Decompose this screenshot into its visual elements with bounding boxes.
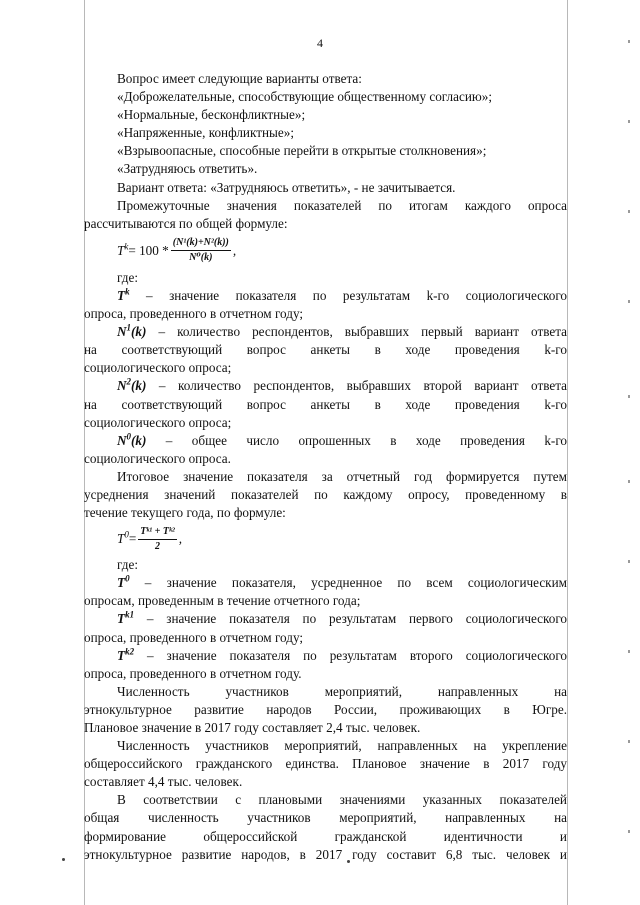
formula-tail: ,: [178, 531, 183, 547]
symbol-N1-k: $N^1(k)$: [117, 322, 147, 340]
text-line: формирование общероссийской гражданской идентичности и: [84, 828, 567, 844]
text-line: усреднения значений показателей по каждому опросу, проведенному в: [84, 486, 567, 502]
page-number: 4: [317, 36, 323, 50]
definition-line: $T^k$ – значение показателя по результатам k-го социологического: [117, 286, 567, 303]
definition-line: $N^2(k)$ – количество респондентов, выбравших второй вариант ответа: [117, 377, 567, 394]
text-line: социологического опроса.: [84, 450, 231, 466]
text-line: Промежуточные значения показателей по итогам каждого опроса: [117, 197, 567, 213]
formula-numerator: (N¹(k)+N²(k)): [171, 237, 231, 251]
text-line: на соответствующий вопрос анкеты в ходе проведения k-го: [84, 396, 567, 412]
formula-annual: [84, 522, 567, 556]
text-line: составляет 4,4 тыс. человек.: [84, 774, 243, 790]
text-line: опросам, проведенным в течение отчетного года;: [84, 593, 361, 609]
text-line: на соответствующий вопрос анкеты в ходе проведения k-го: [84, 342, 567, 358]
formula-fraction: [171, 237, 231, 264]
formula-lhs: $T^k$: [117, 241, 129, 258]
text-line: этнокультурное развитие народов России, проживающих в Югре.: [84, 701, 567, 717]
symbol-T-k: $T^k$: [117, 286, 130, 303]
text-line: общая численность участников мероприятий, направленных на: [84, 810, 567, 826]
text-line: «Затрудняюсь ответить».: [117, 161, 258, 177]
text-line: опроса, проведенного в отчетном году;: [84, 629, 304, 645]
formula-eq: =: [128, 531, 137, 547]
formula-intermediate: [84, 233, 567, 269]
text-line: рассчитываются по общей формуле:: [84, 215, 288, 231]
formula-lhs: $T^0$: [117, 529, 129, 547]
text-line: этнокультурное развитие народов, в 2017 году составит 6,8 тыс. человек и: [84, 846, 567, 862]
text-line: Численность участников мероприятий, направленных на: [117, 683, 567, 699]
text-line: где:: [117, 269, 138, 285]
text-line: «Нормальные, бесконфликтные»;: [117, 107, 306, 123]
definition-line: $N^0(k)$ – общее число опрошенных в ходе проведения k-го: [117, 431, 567, 448]
formula-numerator: Tᵏ¹ + Tᵏ²: [138, 526, 176, 540]
symbol-T-k1: $T^{k1}$: [117, 610, 135, 627]
text-line: социологического опроса;: [84, 360, 232, 376]
definition-line: $T^0$ – значение показателя, усредненное по всем социологическим: [117, 573, 567, 591]
text-line: В соответствии с плановыми значениями указанных показателей: [117, 792, 567, 808]
symbol-T-0: $T^0$: [117, 573, 130, 591]
text-line: опроса, проведенного в отчетном году.: [84, 665, 302, 681]
scan-edge: [620, 0, 640, 905]
formula-eq: = 100 *: [128, 242, 169, 258]
scan-dot: [62, 858, 65, 861]
formula-tail: ,: [232, 242, 237, 258]
text-line: социологического опроса;: [84, 414, 232, 430]
text-line: Вопрос имеет следующие варианты ответа:: [117, 71, 362, 86]
text-line: Численность участников мероприятий, направленных на укрепление: [117, 738, 567, 754]
text-line: Вариант ответа: «Затрудняюсь ответить», - не зачитывается.: [117, 179, 456, 195]
text-line: Плановое значение в 2017 году составляет 2,4 тыс. человек.: [84, 720, 421, 735]
document-body: [84, 70, 567, 864]
definition-line: $T^{k1}$ – значение показателя по результатам первого социологического: [117, 610, 567, 627]
definition-line: $N^1(k)$ – количество респондентов, выбравших первый вариант ответа: [117, 322, 567, 340]
symbol-N2-k: $N^2(k)$: [117, 377, 147, 394]
text-line: опроса, проведенного в отчетном году;: [84, 306, 304, 322]
text-line: «Напряженные, конфликтные»;: [117, 125, 294, 141]
formula-fraction: [138, 526, 176, 553]
right-margin-line: [567, 0, 568, 905]
text-line: где:: [117, 557, 138, 573]
symbol-N0-k: $N^0(k)$: [117, 431, 147, 448]
definition-line: $T^{k2}$ – значение показателя по результатам второго социологического: [117, 646, 567, 663]
text-line: «Доброжелательные, способствующие общественному согласию»;: [117, 89, 492, 105]
formula-denominator: N⁰(k): [189, 252, 213, 264]
text-line: общероссийского гражданского единства. Плановое значение в 2017 году: [84, 756, 567, 772]
symbol-T-k2: $T^{k2}$: [117, 646, 135, 663]
text-line: Итоговое значение показателя за отчетный год формируется путем: [117, 468, 567, 484]
text-line: течение текущего года, по формуле:: [84, 505, 286, 521]
text-line: «Взрывоопасные, способные перейти в открытые столкновения»;: [117, 143, 487, 159]
formula-denominator: 2: [155, 540, 161, 552]
